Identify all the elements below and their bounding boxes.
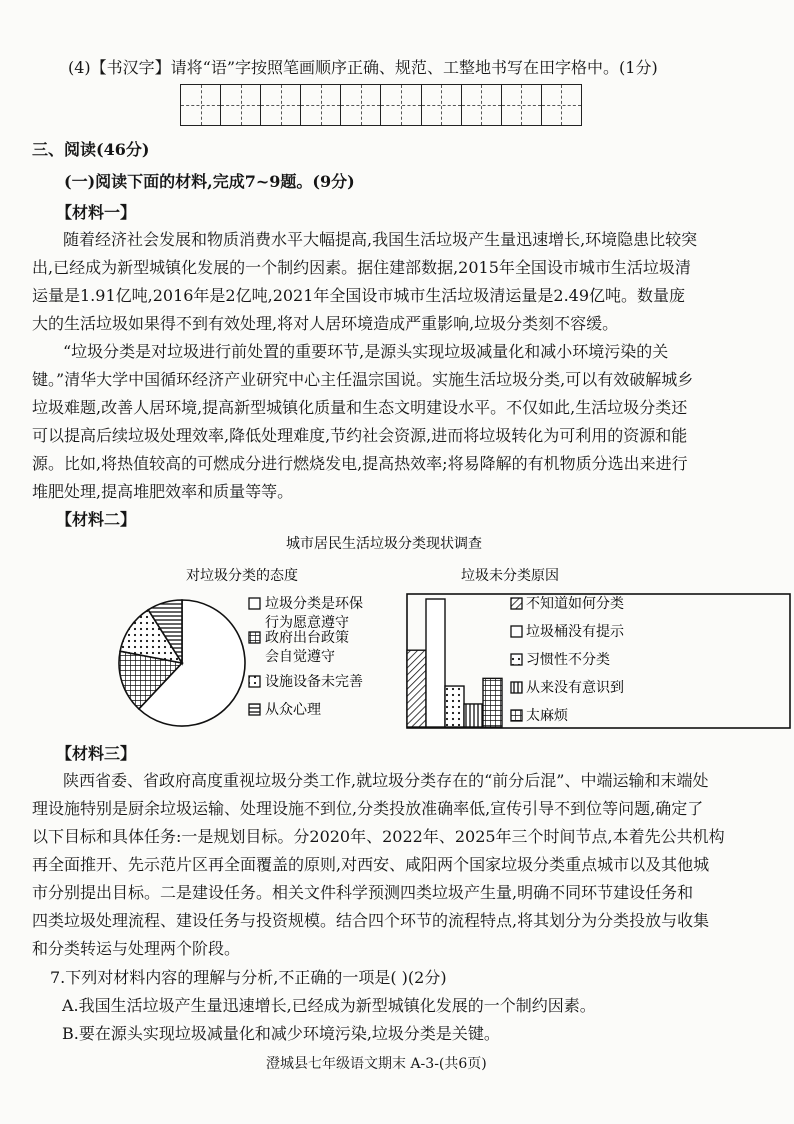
legend-swatch [511, 626, 522, 637]
paragraph-line: 堆肥处理,提高堆肥效率和质量等等。 [32, 482, 294, 501]
bar [445, 686, 464, 727]
paragraph-line: 以下目标和具体任务:一是规划目标。分2020年、2022年、2025年三个时间节点,本着先公共机构 [32, 827, 725, 846]
bar [407, 650, 426, 727]
tianzige-cell[interactable] [301, 84, 341, 126]
chart-main-title: 城市居民生活垃圾分类现状调查 [286, 536, 482, 552]
legend-swatch [249, 598, 260, 609]
bar [464, 704, 483, 727]
legend-label: 不知道如何分类 [526, 596, 624, 612]
pie-legend [249, 595, 363, 718]
question-7-option-b[interactable]: B.要在源头实现垃圾减量化和减少环境污染,垃圾分类是关键。 [62, 1024, 500, 1043]
pie-chart-title: 对垃圾分类的态度 [186, 568, 298, 584]
pie-chart [119, 600, 245, 726]
tianzige-cell[interactable] [341, 84, 381, 126]
paragraph-line: 源。比如,将热值较高的可燃成分进行燃烧发电,提高热效率;将易降解的有机物质分选出来进行 [32, 454, 688, 473]
paragraph-line: 运量是1.91亿吨,2016年是2亿吨,2021年全国设市城市生活垃圾清运量是2.49亿吨。数量庞 [32, 286, 686, 305]
legend-label: 垃圾桶没有提示 [526, 624, 624, 640]
tianzige-cell[interactable] [261, 84, 301, 126]
tianzige-grid[interactable] [180, 84, 582, 126]
paragraph-line: 可以提高后续垃圾处理效率,降低处理难度,节约社会资源,进而将垃圾转化为可利用的资源和能 [32, 426, 688, 445]
tianzige-cell[interactable] [502, 84, 542, 126]
legend-label: 行为愿意遵守 [265, 615, 349, 631]
question-7-option-a[interactable]: A.我国生活垃圾产生量迅速增长,已经成为新型城镇化发展的一个制约因素。 [62, 996, 596, 1015]
paragraph-line: 四类垃圾处理流程、建设任务与投资规模。结合四个环节的流程特点,将其划分为分类投放与收集 [32, 911, 710, 930]
paragraph-line: “垃圾分类是对垃圾进行前处置的重要环节,是源头实现垃圾减量化和减小环境污染的关 [63, 342, 669, 361]
bar [483, 678, 502, 727]
paragraph-line: 和分类转运与处理两个阶段。 [32, 939, 241, 958]
paragraph-line: 键。”清华大学中国循环经济产业研究中心主任温宗国说。实施生活垃圾分类,可以有效破解城乡 [32, 370, 694, 389]
legend-swatch [511, 654, 522, 665]
paragraph-line: 大的生活垃圾如果得不到有效处理,将对人居环境造成严重影响,垃圾分类刻不容缓。 [32, 314, 619, 333]
legend-swatch [249, 632, 260, 643]
tianzige-cell[interactable] [462, 84, 502, 126]
legend-swatch [249, 704, 260, 715]
legend-label: 政府出台政策 [265, 630, 349, 646]
paragraph-line: 市分别提出目标。二是建设任务。相关文件科学预测四类垃圾产生量,明确不同环节建设任务和 [32, 883, 694, 902]
tianzige-cell[interactable] [221, 84, 261, 126]
legend-label: 设施设备未完善 [265, 674, 363, 690]
material-2-title: 【材料二】 [56, 510, 137, 529]
bar-chart [407, 599, 502, 727]
legend-label: 太麻烦 [526, 708, 568, 724]
bar-chart-title: 垃圾未分类原因 [461, 568, 559, 584]
material-3-title: 【材料三】 [56, 744, 137, 763]
tianzige-cell[interactable] [381, 84, 421, 126]
legend-swatch [511, 682, 522, 693]
part-1-heading: (一)阅读下面的材料,完成7~9题。(9分) [64, 172, 355, 191]
tianzige-cell[interactable] [180, 84, 221, 126]
paragraph-line: 出,已经成为新型城镇化发展的一个制约因素。据住建部数据,2015年全国设市城市生活垃圾清 [32, 258, 691, 277]
question-7: 7.下列对材料内容的理解与分析,不正确的一项是( )(2分) [50, 968, 447, 987]
legend-label: 从来没有意识到 [526, 680, 624, 696]
paragraph-line: 垃圾难题,改善人居环境,提高新型城镇化质量和生态文明建设水平。不仅如此,生活垃圾分类还 [32, 398, 688, 417]
question-4: (4)【书汉字】请将“语”字按照笔画顺序正确、规范、工整地书写在田字格中。(1分) [68, 58, 658, 77]
paragraph-line: 再全面推开、先示范片区再全面覆盖的原则,对西安、咸阳两个国家垃圾分类重点城市以及其他城 [32, 855, 710, 874]
material-1-title: 【材料一】 [56, 203, 137, 222]
legend-label: 从众心理 [265, 702, 321, 718]
legend-swatch [511, 598, 522, 609]
page-footer: 澄城县七年级语文期末 A-3-(共6页) [266, 1056, 487, 1072]
tianzige-cell[interactable] [542, 84, 582, 126]
tianzige-cell[interactable] [422, 84, 462, 126]
paragraph-line: 随着经济社会发展和物质消费水平大幅提高,我国生活垃圾产生量迅速增长,环境隐患比较突 [63, 230, 698, 249]
legend-swatch [511, 710, 522, 721]
survey-chart [0, 530, 794, 760]
legend-swatch [249, 676, 260, 687]
legend-label: 习惯性不分类 [526, 652, 610, 668]
paragraph-line: 陕西省委、省政府高度重视垃圾分类工作,就垃圾分类存在的“前分后混”、中端运输和末端处 [63, 771, 709, 790]
bar-legend [511, 595, 625, 724]
legend-label: 会自觉遵守 [265, 649, 335, 665]
legend-label: 垃圾分类是环保 [265, 596, 363, 612]
bar [426, 599, 445, 727]
paragraph-line: 理设施特别是厨余垃圾运输、处理设施不到位,分类投放准确率低,宣传引导不到位等问题,确定了 [32, 799, 704, 818]
section-3-heading: 三、阅读(46分) [32, 140, 150, 159]
